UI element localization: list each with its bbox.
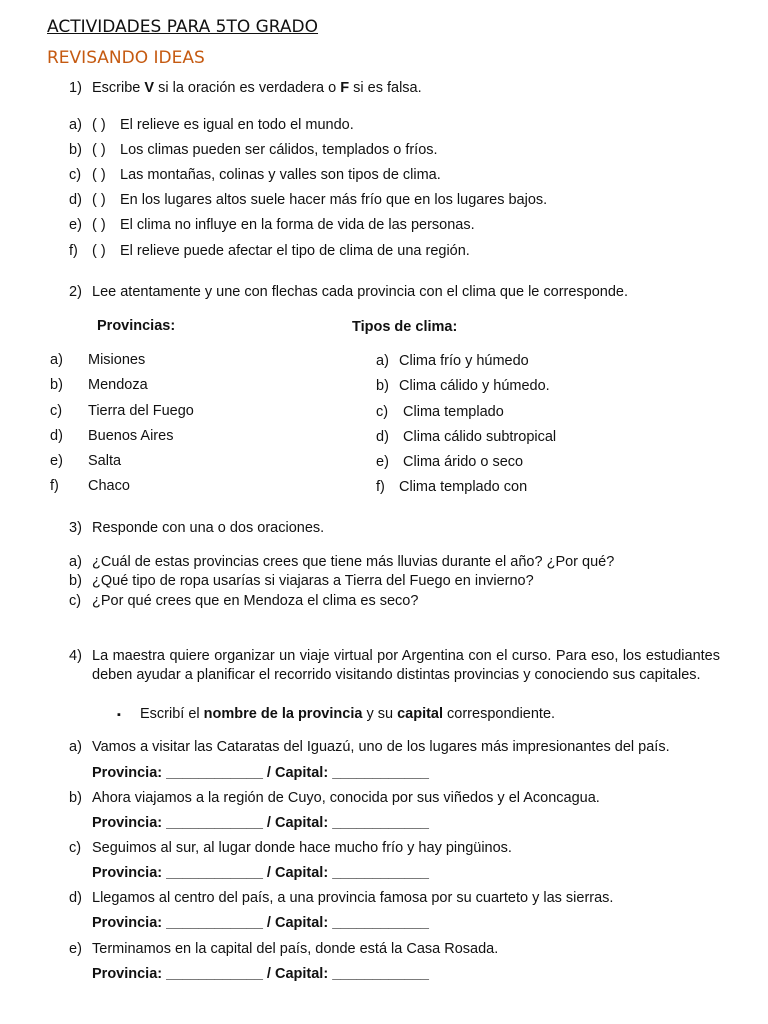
climate-name: Clima árido o seco bbox=[399, 454, 524, 470]
q1-item-answer-box: ( ) bbox=[92, 217, 106, 233]
province-name: Mendoza bbox=[88, 377, 148, 393]
q4-item-letter: e) bbox=[69, 941, 82, 957]
q4-item-letter: c) bbox=[69, 840, 82, 856]
province-name: Tierra del Fuego bbox=[88, 403, 194, 419]
province-capital-answer-line[interactable]: Provincia: ____________ / Capital: ____________ bbox=[92, 815, 429, 831]
section-subtitle: REVISANDO IDEAS bbox=[47, 48, 205, 68]
climate-letter: d) bbox=[376, 429, 389, 445]
q4-number: 4) bbox=[69, 648, 82, 664]
province-capital-answer-line[interactable]: Provincia: ____________ / Capital: ____________ bbox=[92, 966, 429, 982]
climate-name: Clima frío y húmedo bbox=[399, 353, 529, 369]
climate-letter: e) bbox=[376, 454, 389, 470]
q3-item-letter: a) bbox=[69, 554, 82, 570]
province-letter: b) bbox=[50, 377, 63, 393]
page-title: ACTIVIDADES PARA 5TO GRADO bbox=[47, 17, 319, 37]
q1-number: 1) bbox=[69, 80, 82, 96]
q2-number: 2) bbox=[69, 284, 82, 300]
q1-item-letter: e) bbox=[69, 217, 82, 233]
province-name: Chaco bbox=[88, 478, 130, 494]
q1-item-answer-box: ( ) bbox=[92, 243, 106, 259]
climate-name: Clima templado bbox=[399, 404, 504, 420]
q3-item-letter: b) bbox=[69, 573, 82, 589]
q3-number: 3) bbox=[69, 520, 82, 536]
province-letter: d) bbox=[50, 428, 63, 444]
climate-letter: b) bbox=[376, 378, 389, 394]
province-letter: a) bbox=[50, 352, 63, 368]
climate-letter: a) bbox=[376, 353, 389, 369]
climate-name: Clima cálido subtropical bbox=[399, 429, 557, 445]
q4-item-text: Seguimos al sur, al lugar donde hace mucho frío y hay pingüinos. bbox=[92, 840, 512, 856]
q1-item-text: Las montañas, colinas y valles son tipos de clima. bbox=[120, 167, 441, 183]
province-capital-answer-line[interactable]: Provincia: ____________ / Capital: ____________ bbox=[92, 865, 429, 881]
q3-instruction: Responde con una o dos oraciones. bbox=[92, 520, 325, 536]
province-capital-answer-line[interactable]: Provincia: ____________ / Capital: ____________ bbox=[92, 765, 429, 781]
q4-item-letter: d) bbox=[69, 890, 82, 906]
q4-instruction: Escribí el nombre de la provincia y su capital correspondiente. bbox=[140, 706, 556, 722]
climate-letter: c) bbox=[376, 404, 389, 420]
province-letter: e) bbox=[50, 453, 63, 469]
q3-item-text: ¿Cuál de estas provincias crees que tiene más lluvias durante el año? ¿Por qué? bbox=[92, 554, 615, 570]
q1-item-text: El relieve puede afectar el tipo de clima de una región. bbox=[120, 243, 470, 259]
climate-name: Clima cálido y húmedo. bbox=[399, 378, 550, 394]
q4-item-letter: a) bbox=[69, 739, 82, 755]
q1-item-text: El relieve es igual en todo el mundo. bbox=[120, 117, 354, 133]
q1-item-answer-box: ( ) bbox=[92, 142, 106, 158]
q3-item-text: ¿Por qué crees que en Mendoza el clima es seco? bbox=[92, 593, 419, 609]
province-capital-answer-line[interactable]: Provincia: ____________ / Capital: ____________ bbox=[92, 915, 429, 931]
q1-instruction: Escribe V si la oración es verdadera o F si es falsa. bbox=[92, 80, 422, 96]
climates-header: Tipos de clima: bbox=[352, 319, 458, 335]
q1-item-letter: c) bbox=[69, 167, 82, 183]
province-letter: c) bbox=[50, 403, 63, 419]
q3-item-letter: c) bbox=[69, 593, 82, 609]
provinces-header: Provincias: bbox=[97, 318, 176, 334]
q1-item-text: El clima no influye en la forma de vida de las personas. bbox=[120, 217, 475, 233]
bullet-icon: ▪ bbox=[117, 709, 121, 721]
province-name: Buenos Aires bbox=[88, 428, 174, 444]
q4-paragraph: La maestra quiere organizar un viaje virtual por Argentina con el curso. Para eso, los estudiantes deben ayudar a planificar el recorrido visitando distintas provincias y conociendo sus capitales. bbox=[92, 648, 720, 683]
q4-item-text: Llegamos al centro del país, a una provincia famosa por su cuarteto y las sierras. bbox=[92, 890, 614, 906]
province-letter: f) bbox=[50, 478, 59, 494]
q2-instruction: Lee atentamente y une con flechas cada provincia con el clima que le corresponde. bbox=[92, 284, 629, 300]
q1-item-letter: f) bbox=[69, 243, 78, 259]
province-name: Salta bbox=[88, 453, 122, 469]
q1-item-text: Los climas pueden ser cálidos, templados o fríos. bbox=[120, 142, 438, 158]
q4-item-text: Terminamos en la capital del país, donde está la Casa Rosada. bbox=[92, 941, 499, 957]
q4-item-text: Vamos a visitar las Cataratas del Iguazú, uno de los lugares más impresionantes del país. bbox=[92, 739, 670, 755]
province-name: Misiones bbox=[88, 352, 146, 368]
q1-item-answer-box: ( ) bbox=[92, 192, 106, 208]
q3-item-text: ¿Qué tipo de ropa usarías si viajaras a Tierra del Fuego en invierno? bbox=[92, 573, 534, 589]
climate-name: Clima templado con bbox=[399, 479, 528, 495]
q1-item-letter: a) bbox=[69, 117, 82, 133]
climate-letter: f) bbox=[376, 479, 385, 495]
q1-item-answer-box: ( ) bbox=[92, 117, 106, 133]
q1-item-letter: d) bbox=[69, 192, 82, 208]
q4-item-letter: b) bbox=[69, 790, 82, 806]
q1-item-text: En los lugares altos suele hacer más frío que en los lugares bajos. bbox=[120, 192, 548, 208]
q4-item-text: Ahora viajamos a la región de Cuyo, conocida por sus viñedos y el Aconcagua. bbox=[92, 790, 600, 806]
q1-item-answer-box: ( ) bbox=[92, 167, 106, 183]
q1-item-letter: b) bbox=[69, 142, 82, 158]
